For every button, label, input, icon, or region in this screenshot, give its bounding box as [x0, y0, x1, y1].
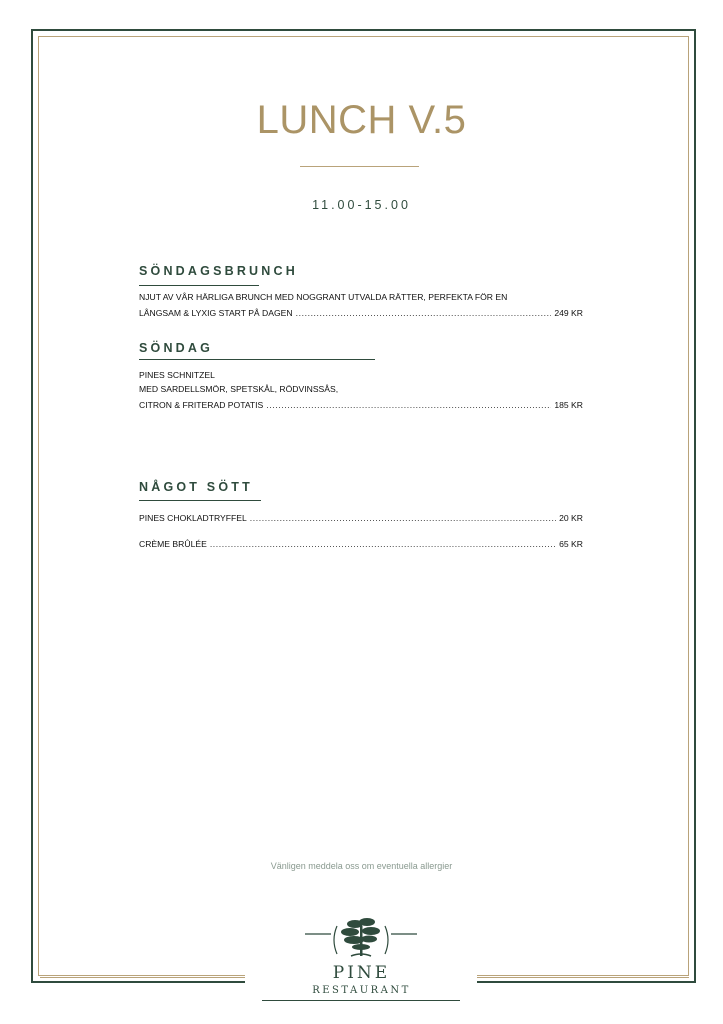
section-heading-nagot-sott: NÅGOT SÖTT	[139, 480, 253, 494]
leader-dots	[250, 513, 556, 524]
leader-dots	[210, 539, 556, 550]
item-name: LÅNGSAM & LYXIG START PÅ DAGEN	[139, 308, 293, 318]
section-divider	[139, 285, 259, 286]
menu-item-chokladtryffel	[139, 513, 583, 524]
section-heading-sondagsbrunch: SÖNDAGSBRUNCH	[139, 264, 298, 278]
item-price: 20 KR	[559, 513, 583, 523]
item-description: CITRON & FRITERAD POTATIS	[139, 400, 264, 410]
item-price: 65 KR	[559, 539, 583, 549]
logo-wordmark: PINE	[332, 963, 391, 983]
item-name: CRÈME BRÛLÉE	[139, 539, 207, 549]
logo-underline	[262, 1000, 460, 1001]
item-price: 249 KR	[554, 308, 583, 318]
menu-item-schnitzel	[139, 400, 583, 411]
allergy-note: Vänligen meddela oss om eventuella allergier	[270, 861, 453, 871]
menu-item-brunch	[139, 308, 583, 319]
menu-title: LUNCH V.5	[256, 98, 467, 142]
inner-border	[38, 36, 689, 976]
section-divider	[139, 500, 261, 501]
item-name: PINES CHOKLADTRYFFEL	[139, 513, 247, 523]
item-name-schnitzel: PINES SCHNITZEL	[139, 370, 215, 380]
section-heading-sondag: SÖNDAG	[139, 341, 214, 355]
title-divider	[300, 166, 419, 167]
item-description: MED SARDELLSMÖR, SPETSKÅL, RÖDVINSSÅS,	[139, 384, 339, 394]
item-price: 185 KR	[554, 400, 583, 410]
logo-subtitle: RESTAURANT	[312, 985, 411, 996]
item-description: NJUT AV VÅR HÄRLIGA BRUNCH MED NOGGRANT UTVALDA RÄTTER, PERFEKTA FÖR EN	[139, 292, 508, 302]
serving-hours: 11.00-15.00	[312, 198, 411, 212]
section-divider	[139, 359, 375, 360]
menu-item-creme-brulee	[139, 539, 583, 550]
leader-dots	[266, 400, 551, 411]
leader-dots	[296, 308, 552, 319]
